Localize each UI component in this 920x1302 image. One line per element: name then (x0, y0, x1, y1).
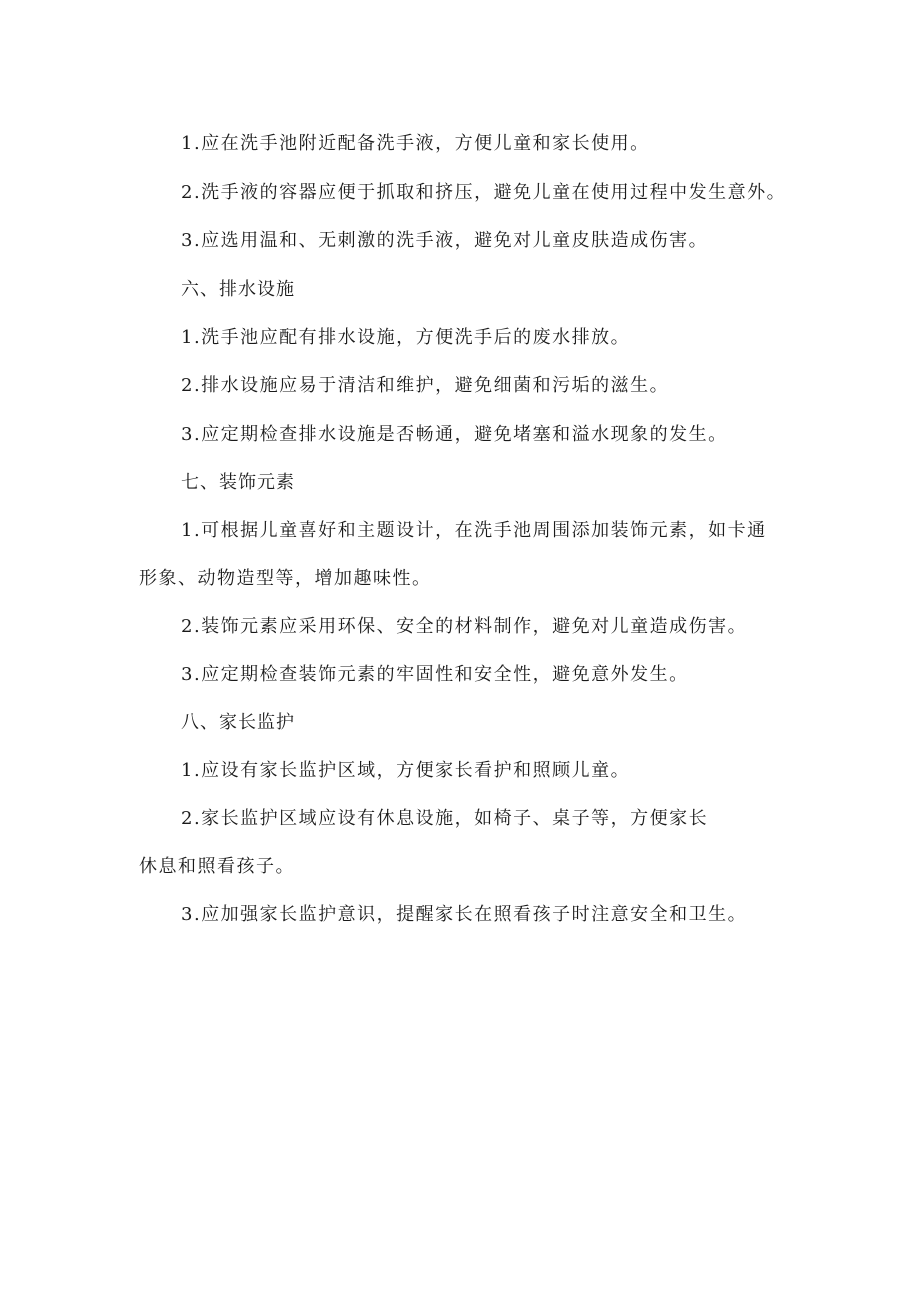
paragraph-decoration-1-continued: 形象、动物造型等，增加趣味性。 (139, 568, 432, 589)
paragraph-drainage-2: 2.排水设施应易于清洁和维护，避免细菌和污垢的滋生。 (181, 375, 670, 396)
paragraph-supervision-3: 3.应加强家长监护意识，提醒家长在照看孩子时注意安全和卫生。 (181, 904, 748, 925)
paragraph-supervision-2-continued: 休息和照看孩子。 (139, 856, 295, 877)
section-heading-decoration: 七、装饰元素 (181, 472, 295, 493)
paragraph-supervision-2: 2.家长监护区域应设有休息设施，如椅子、桌子等，方便家长 (181, 808, 709, 829)
paragraph-hand-soap-1: 1.应在洗手池附近配备洗手液，方便儿童和家长使用。 (181, 133, 650, 154)
paragraph-hand-soap-3: 3.应选用温和、无刺激的洗手液，避免对儿童皮肤造成伤害。 (181, 230, 709, 251)
paragraph-decoration-3: 3.应定期检查装饰元素的牢固性和安全性，避免意外发生。 (181, 664, 689, 685)
section-heading-drainage: 六、排水设施 (181, 279, 295, 300)
paragraph-drainage-1: 1.洗手池应配有排水设施，方便洗手后的废水排放。 (181, 327, 631, 348)
paragraph-decoration-2: 2.装饰元素应采用环保、安全的材料制作，避免对儿童造成伤害。 (181, 616, 748, 637)
section-heading-parental-supervision: 八、家长监护 (181, 712, 295, 733)
paragraph-decoration-1: 1.可根据儿童喜好和主题设计，在洗手池周围添加装饰元素，如卡通 (181, 520, 767, 541)
paragraph-supervision-1: 1.应设有家长监护区域，方便家长看护和照顾儿童。 (181, 760, 631, 781)
paragraph-hand-soap-2: 2.洗手液的容器应便于抓取和挤压，避免儿童在使用过程中发生意外。 (181, 182, 787, 203)
paragraph-drainage-3: 3.应定期检查排水设施是否畅通，避免堵塞和溢水现象的发生。 (181, 424, 728, 445)
